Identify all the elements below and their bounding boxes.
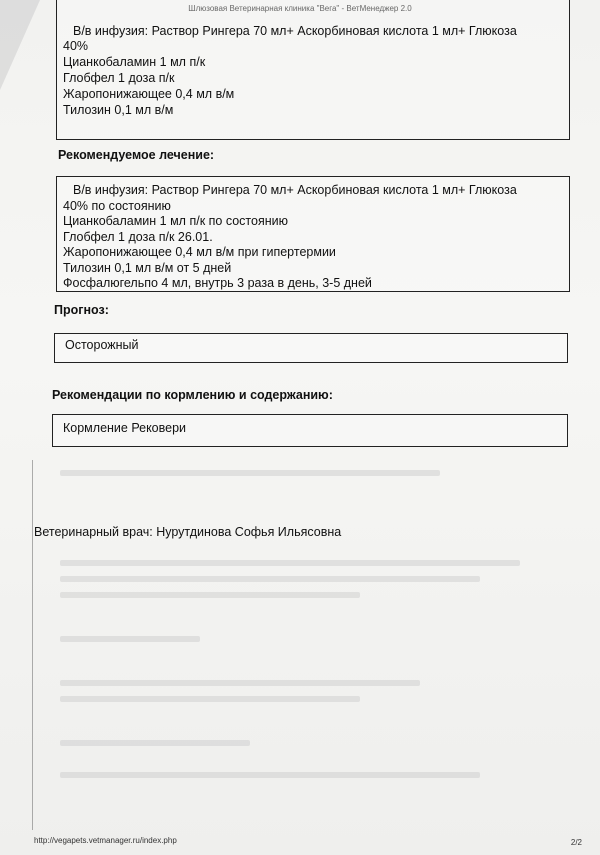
page-number: 2/2 xyxy=(570,838,582,847)
bleed-through-mark xyxy=(60,772,480,778)
bleed-through-mark xyxy=(60,740,250,746)
treatment-line: Цианкобаламин 1 мл п/к xyxy=(63,55,206,69)
given-treatment-box xyxy=(56,0,570,140)
prognosis-box xyxy=(54,333,568,363)
feeding-heading: Рекомендации по кормлению и содержанию: xyxy=(52,388,333,402)
treatment-line: Тилозин 0,1 мл в/м от 5 дней xyxy=(63,260,232,275)
prognosis-heading: Прогноз: xyxy=(54,303,109,317)
bleed-through-mark xyxy=(60,592,360,598)
bleed-through-mark xyxy=(60,696,360,702)
treatment-line: Глобфел 1 доза п/к xyxy=(63,71,175,85)
left-margin-rule xyxy=(32,460,33,830)
folded-corner xyxy=(0,0,40,90)
recommended-treatment-box xyxy=(56,176,570,292)
footer-url: http://vegapets.vetmanager.ru/index.php xyxy=(34,836,177,845)
treatment-line: Цианкобаламин 1 мл п/к по состоянию xyxy=(63,214,288,228)
recommended-treatment-heading: Рекомендуемое лечение: xyxy=(58,148,215,162)
bleed-through-mark xyxy=(60,680,420,686)
prognosis-value: Осторожный xyxy=(65,338,139,352)
bleed-through-mark xyxy=(60,576,480,582)
treatment-line: Фосфалюгельпо 4 мл, внутрь 3 раза в день, 3-5 дней xyxy=(63,276,372,290)
feeding-value: Кормление Рековери xyxy=(63,421,187,435)
treatment-line: 40% xyxy=(63,39,89,53)
treatment-line: В/в инфузия: Раствор Рингера 70 мл+ Аскорбиновая кислота 1 мл+ Глюкоза xyxy=(73,24,517,38)
treatment-line: Глобфел 1 доза п/к 26.01. xyxy=(63,229,213,244)
bleed-through-mark xyxy=(60,560,520,566)
treatment-line: Жаропонижающее 0,4 мл в/м при гипертермии xyxy=(63,245,336,259)
veterinarian-line: Ветеринарный врач: Нурутдинова Софья Ильясовна xyxy=(34,525,342,539)
page-header-title: Шлюзовая Ветеринарная клиника "Вега" - ВетМенеджер 2.0 xyxy=(188,4,412,13)
bleed-through-mark xyxy=(60,636,200,642)
treatment-line: Жаропонижающее 0,4 мл в/м xyxy=(63,87,235,101)
treatment-line: Тилозин 0,1 мл в/м xyxy=(63,103,174,117)
treatment-line: 40% по состоянию xyxy=(63,198,171,213)
treatment-line: В/в инфузия: Раствор Рингера 70 мл+ Аскорбиновая кислота 1 мл+ Глюкоза xyxy=(73,183,517,197)
feeding-box xyxy=(52,414,568,447)
bleed-through-mark xyxy=(60,470,440,476)
